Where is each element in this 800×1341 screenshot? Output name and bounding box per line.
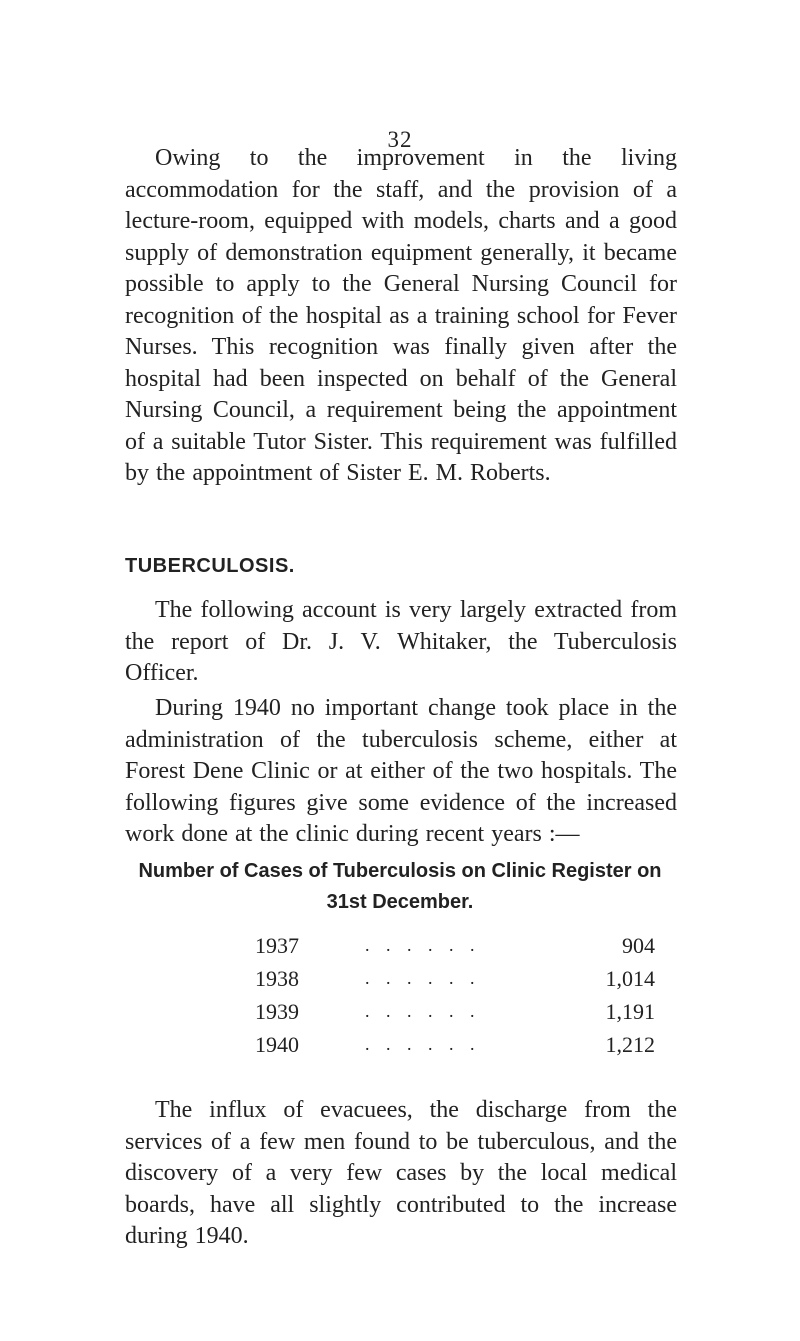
table-caption-line-1: Number of Cases of Tuberculosis on Clinic Register on (138, 860, 662, 882)
table-caption-line-2: 31st December. (326, 891, 474, 913)
dot-leader: . . . . . . (365, 1034, 481, 1054)
table-row (255, 962, 655, 995)
case-count-cell: 1,014 (605, 965, 655, 991)
year-cell: 1940 (255, 1031, 299, 1057)
paragraph-tb-source (125, 595, 677, 690)
year-cell: 1938 (255, 965, 299, 991)
section-heading-tuberculosis: TUBERCULOSIS. (125, 555, 295, 577)
year-cell: 1937 (255, 932, 299, 958)
paragraph-staff-accommodation (125, 143, 677, 490)
dot-leader: . . . . . . (365, 1001, 481, 1021)
paragraph-text: Owing to the improvement in the living accommodation for the staff, and the provision of a lecture-room, equipped with models, charts and a good supply of demonstration equipment generally, it became possible to apply to the General Nursing Council for recognition of the hospital as a training school for Fever Nurses. This recognition was finally given after the hospital had been inspected on behalf of the General Nursing Council, a requirement being the appointment of a suitable Tutor Sister. This requirement was fulfilled by the appointment of Sister E. M. Roberts. (125, 145, 677, 486)
paragraph-tb-1940 (125, 693, 677, 851)
case-count-cell: 904 (622, 932, 655, 958)
paragraph-text: The influx of evacuees, the discharge from the services of a few men found to be tuberculous, and the discovery of a very few cases by the local medical boards, have all slightly contributed to the increase during 1940. (125, 1097, 677, 1249)
table-row (255, 1028, 655, 1061)
year-cell: 1939 (255, 998, 299, 1024)
paragraph-text: The following account is very largely extracted from the report of Dr. J. V. Whitaker, the Tuberculosis Officer. (125, 597, 677, 686)
case-count-cell: 1,212 (605, 1031, 655, 1057)
table-caption (0, 856, 800, 918)
table-row (255, 995, 655, 1028)
table-row (255, 929, 655, 962)
paragraph-tb-influx (125, 1095, 677, 1253)
page-number: 32 (387, 127, 413, 152)
dot-leader: . . . . . . (365, 935, 481, 955)
case-count-cell: 1,191 (605, 998, 655, 1024)
dot-leader: . . . . . . (365, 968, 481, 988)
paragraph-text: During 1940 no important change took place in the administration of the tuberculosis scheme, either at Forest Dene Clinic or at either of the two hospitals. The following figures give some evidence of the increased work done at the clinic during recent years :— (125, 695, 677, 847)
cases-table (255, 929, 655, 1061)
